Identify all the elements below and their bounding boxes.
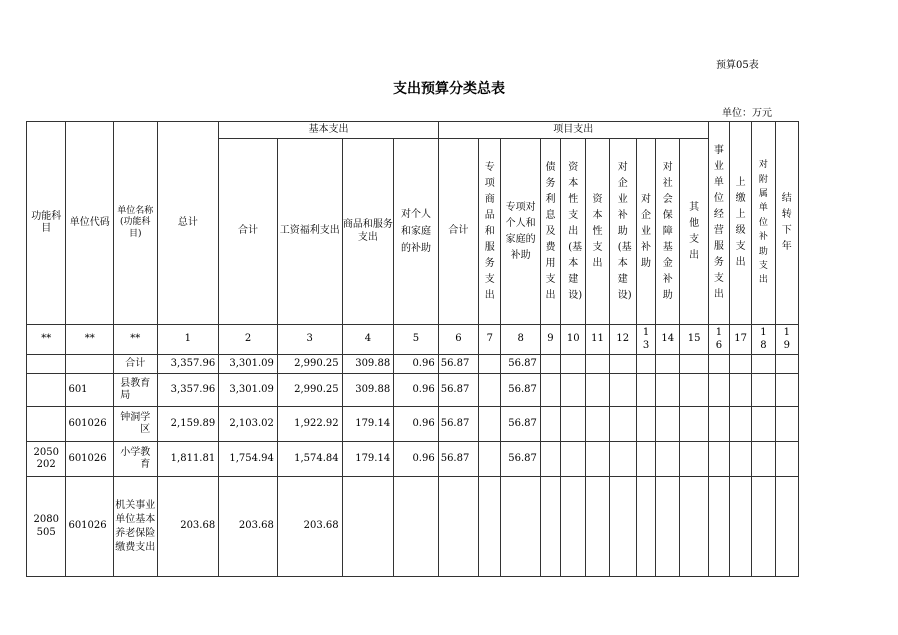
name-cell: 县教育局 <box>114 374 158 407</box>
basic-total-cell: 3,301.09 <box>219 374 278 407</box>
empty-cell <box>586 374 609 407</box>
empty-cell <box>775 442 798 477</box>
header-enterprise: 对企业补助 <box>636 139 655 325</box>
personal-cell: 0.96 <box>394 407 439 442</box>
empty-cell <box>561 477 586 577</box>
empty-cell <box>540 407 560 442</box>
empty-cell <box>752 442 775 477</box>
empty-cell <box>730 477 752 577</box>
empty-cell <box>775 355 798 374</box>
empty-cell <box>609 374 636 407</box>
goods-cell: 309.88 <box>342 355 394 374</box>
code-cell: 601026 <box>66 442 114 477</box>
empty-cell <box>586 477 609 577</box>
empty-cell <box>479 442 501 477</box>
goods-cell: 179.14 <box>342 442 394 477</box>
header-enterprise-build: 对企业补助(基本建设) <box>609 139 636 325</box>
empty-cell <box>708 355 729 374</box>
proj-personal-cell: 56.87 <box>501 374 540 407</box>
header-subsidiary: 对附属单位补助支出 <box>752 122 775 325</box>
header-proj-goods: 专项商品和服务支出 <box>479 139 501 325</box>
empty-cell <box>540 355 560 374</box>
name-cell: 合计 <box>114 355 158 374</box>
index-cell: 7 <box>479 325 501 355</box>
index-cell: 14 <box>656 325 680 355</box>
empty-cell <box>540 477 560 577</box>
index-cell: 2 <box>219 325 278 355</box>
empty-cell <box>561 355 586 374</box>
index-cell: 9 <box>540 325 560 355</box>
total-cell: 3,357.96 <box>157 355 219 374</box>
personal-cell <box>394 477 439 577</box>
empty-cell <box>656 407 680 442</box>
empty-cell <box>730 374 752 407</box>
empty-cell <box>775 477 798 577</box>
empty-cell <box>636 442 655 477</box>
empty-cell <box>730 407 752 442</box>
personal-cell: 0.96 <box>394 355 439 374</box>
header-salary: 工资福利支出 <box>277 139 342 325</box>
personal-cell: 0.96 <box>394 442 439 477</box>
salary-cell: 2,990.25 <box>277 355 342 374</box>
header-upper: 上缴上级支出 <box>730 122 752 325</box>
index-cell: 3 <box>277 325 342 355</box>
basic-total-cell: 1,754.94 <box>219 442 278 477</box>
proj-personal-cell: 56.87 <box>501 355 540 374</box>
func-cell: 2050202 <box>27 442 66 477</box>
total-cell: 203.68 <box>157 477 219 577</box>
empty-cell <box>609 477 636 577</box>
empty-cell <box>609 442 636 477</box>
index-cell: 8 <box>501 325 540 355</box>
personal-cell: 0.96 <box>394 374 439 407</box>
index-cell: ** <box>27 325 66 355</box>
index-row <box>27 325 799 355</box>
form-number: 预算05表 <box>716 60 759 71</box>
index-cell: 19 <box>775 325 798 355</box>
header-basic-group: 基本支出 <box>219 122 439 139</box>
salary-cell: 203.68 <box>277 477 342 577</box>
header-debt: 债务利息及费用支出 <box>540 139 560 325</box>
empty-cell <box>752 477 775 577</box>
header-operating: 事业单位经营服务支出 <box>708 122 729 325</box>
proj-total-cell: 56.87 <box>438 442 478 477</box>
salary-cell: 2,990.25 <box>277 374 342 407</box>
header-goods: 商品和服务支出 <box>342 139 394 325</box>
index-cell: 15 <box>680 325 708 355</box>
empty-cell <box>636 407 655 442</box>
header-project-group: 项目支出 <box>438 122 708 139</box>
empty-cell <box>636 374 655 407</box>
proj-personal-cell: 56.87 <box>501 407 540 442</box>
empty-cell <box>752 355 775 374</box>
header-total: 总计 <box>157 122 219 325</box>
index-cell: 12 <box>609 325 636 355</box>
total-cell: 1,811.81 <box>157 442 219 477</box>
header-social: 对社会保障基金补助 <box>656 139 680 325</box>
basic-total-cell: 2,103.02 <box>219 407 278 442</box>
index-cell: 18 <box>752 325 775 355</box>
total-cell: 2,159.89 <box>157 407 219 442</box>
header-basic-total: 合计 <box>219 139 278 325</box>
salary-cell: 1,922.92 <box>277 407 342 442</box>
empty-cell <box>636 477 655 577</box>
index-cell: 16 <box>708 325 729 355</box>
empty-cell <box>479 355 501 374</box>
empty-cell <box>680 355 708 374</box>
table-row <box>27 355 799 374</box>
header-capital: 资本性支出 <box>586 139 609 325</box>
empty-cell <box>656 355 680 374</box>
index-cell: ** <box>114 325 158 355</box>
header-func-subject: 功能科目 <box>27 122 66 325</box>
header-unit-name: 单位名称(功能科目) <box>114 122 158 325</box>
empty-cell <box>656 374 680 407</box>
index-cell: 13 <box>636 325 655 355</box>
name-cell: 机关事业单位基本养老保险缴费支出 <box>114 477 158 577</box>
empty-cell <box>680 442 708 477</box>
empty-cell <box>586 355 609 374</box>
index-cell: ** <box>66 325 114 355</box>
name-cell: 小学教育 <box>114 442 158 477</box>
index-cell: 11 <box>586 325 609 355</box>
empty-cell <box>586 442 609 477</box>
table-row <box>27 407 799 442</box>
empty-cell <box>479 477 501 577</box>
header-other: 其他支出 <box>680 139 708 325</box>
header-personal: 对个人和家庭的补助 <box>394 139 439 325</box>
page-title: 支出预算分类总表 <box>393 81 505 97</box>
table-row <box>27 477 799 577</box>
func-cell <box>27 374 66 407</box>
total-cell: 3,357.96 <box>157 374 219 407</box>
empty-cell <box>680 407 708 442</box>
index-cell: 5 <box>394 325 439 355</box>
goods-cell <box>342 477 394 577</box>
empty-cell <box>730 442 752 477</box>
header-row-1 <box>27 122 799 139</box>
empty-cell <box>561 442 586 477</box>
empty-cell <box>708 407 729 442</box>
goods-cell: 309.88 <box>342 374 394 407</box>
empty-cell <box>561 374 586 407</box>
empty-cell <box>656 442 680 477</box>
empty-cell <box>586 407 609 442</box>
proj-total-cell: 56.87 <box>438 374 478 407</box>
index-cell: 4 <box>342 325 394 355</box>
code-cell <box>66 355 114 374</box>
index-cell: 1 <box>157 325 219 355</box>
header-proj-personal: 专项对个人和家庭的补助 <box>501 139 540 325</box>
code-cell: 601026 <box>66 407 114 442</box>
empty-cell <box>636 355 655 374</box>
empty-cell <box>656 477 680 577</box>
proj-personal-cell: 56.87 <box>501 442 540 477</box>
name-cell: 钟洞学区 <box>114 407 158 442</box>
empty-cell <box>609 355 636 374</box>
empty-cell <box>680 374 708 407</box>
table-row <box>27 374 799 407</box>
empty-cell <box>775 374 798 407</box>
unit-label: 单位：万元 <box>722 108 772 119</box>
func-cell: 2080505 <box>27 477 66 577</box>
proj-total-cell: 56.87 <box>438 355 478 374</box>
basic-total-cell: 3,301.09 <box>219 355 278 374</box>
table-row <box>27 442 799 477</box>
salary-cell: 1,574.84 <box>277 442 342 477</box>
empty-cell <box>680 477 708 577</box>
empty-cell <box>708 442 729 477</box>
index-cell: 17 <box>730 325 752 355</box>
budget-table <box>26 121 799 577</box>
header-carryover: 结转下年 <box>775 122 798 325</box>
header-unit-code: 单位代码 <box>66 122 114 325</box>
proj-total-cell <box>438 477 478 577</box>
proj-total-cell: 56.87 <box>438 407 478 442</box>
empty-cell <box>479 407 501 442</box>
code-cell: 601 <box>66 374 114 407</box>
proj-personal-cell <box>501 477 540 577</box>
empty-cell <box>775 407 798 442</box>
empty-cell <box>540 442 560 477</box>
header-capital-build: 资本性支出(基本建设) <box>561 139 586 325</box>
empty-cell <box>479 374 501 407</box>
empty-cell <box>708 477 729 577</box>
empty-cell <box>730 355 752 374</box>
code-cell: 601026 <box>66 477 114 577</box>
goods-cell: 179.14 <box>342 407 394 442</box>
empty-cell <box>708 374 729 407</box>
empty-cell <box>752 407 775 442</box>
header-proj-total: 合计 <box>438 139 478 325</box>
empty-cell <box>540 374 560 407</box>
empty-cell <box>561 407 586 442</box>
empty-cell <box>752 374 775 407</box>
index-cell: 6 <box>438 325 478 355</box>
empty-cell <box>609 407 636 442</box>
func-cell <box>27 407 66 442</box>
index-cell: 10 <box>561 325 586 355</box>
func-cell <box>27 355 66 374</box>
basic-total-cell: 203.68 <box>219 477 278 577</box>
